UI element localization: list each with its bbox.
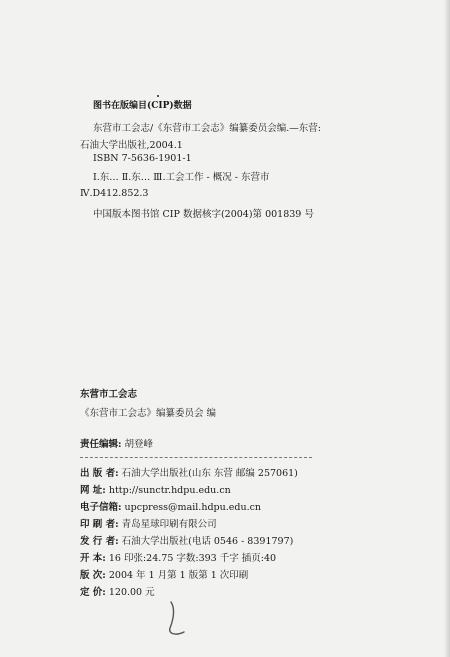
format-label: 开 本: <box>80 553 106 564</box>
cip-number: 中国版本图书馆 CIP 数据核字(2004)第 001839 号 <box>93 209 314 220</box>
email-value: upcpress@mail.hdpu.edu.cn <box>124 502 262 513</box>
website-label: 网 址: <box>80 485 106 496</box>
cip-classification: Ⅳ.D412.852.3 <box>80 188 149 199</box>
colophon-edition <box>80 570 248 582</box>
colophon-publisher <box>80 468 298 480</box>
colophon-email <box>80 502 261 514</box>
edition-value: 2004 年 1 月第 1 版第 1 次印刷 <box>108 570 249 581</box>
email-label: 电子信箱: <box>80 502 122 513</box>
book-editor: 《东营市工会志》编纂委员会 编 <box>80 408 217 419</box>
printer-value: 青岛星球印刷有限公司 <box>121 519 217 530</box>
cip-entry-line1: 东营市工会志/《东营市工会志》编纂委员会编.—东营: <box>93 123 321 134</box>
cip-entry-line2: 石油大学出版社,2004.1 <box>80 140 183 151</box>
distributor-label: 发 行 者: <box>80 536 119 547</box>
colophon-price <box>80 587 155 599</box>
distributor-value: 石油大学出版社(电话 0546 - 8391797) <box>121 536 294 547</box>
publisher-label: 出 版 者: <box>80 468 119 479</box>
pencil-mark-icon <box>164 598 188 642</box>
responsible-editor-label: 责任编辑: <box>80 439 122 450</box>
responsible-editor <box>80 439 153 451</box>
colophon-format <box>80 553 276 565</box>
cip-heading: 图书在版编目(CIP)数据 <box>93 101 192 111</box>
printer-label: 印 刷 者: <box>80 519 119 530</box>
ink-dot <box>157 95 159 97</box>
cip-isbn: ISBN 7-5636-1901-1 <box>93 153 192 164</box>
responsible-editor-name: 胡登峰 <box>124 439 154 450</box>
colophon-printer <box>80 519 217 531</box>
website-value: http://sunctr.hdpu.edu.cn <box>108 485 231 496</box>
price-value: 120.00 元 <box>108 587 155 598</box>
book-title: 东营市工会志 <box>80 389 138 400</box>
cip-subjects: Ⅰ.东… Ⅱ.东… Ⅲ.工会工作 - 概况 - 东营市 <box>93 172 270 183</box>
colophon-distributor <box>80 536 293 548</box>
scan-edge-shadow <box>444 0 450 657</box>
publisher-value: 石油大学出版社(山东 东营 邮编 257061) <box>121 468 298 479</box>
divider-dashed <box>80 457 312 458</box>
price-label: 定 价: <box>80 587 106 598</box>
format-value: 16 印张:24.75 字数:393 千字 插页:40 <box>108 553 277 564</box>
edition-label: 版 次: <box>80 570 106 581</box>
colophon-website <box>80 485 231 497</box>
